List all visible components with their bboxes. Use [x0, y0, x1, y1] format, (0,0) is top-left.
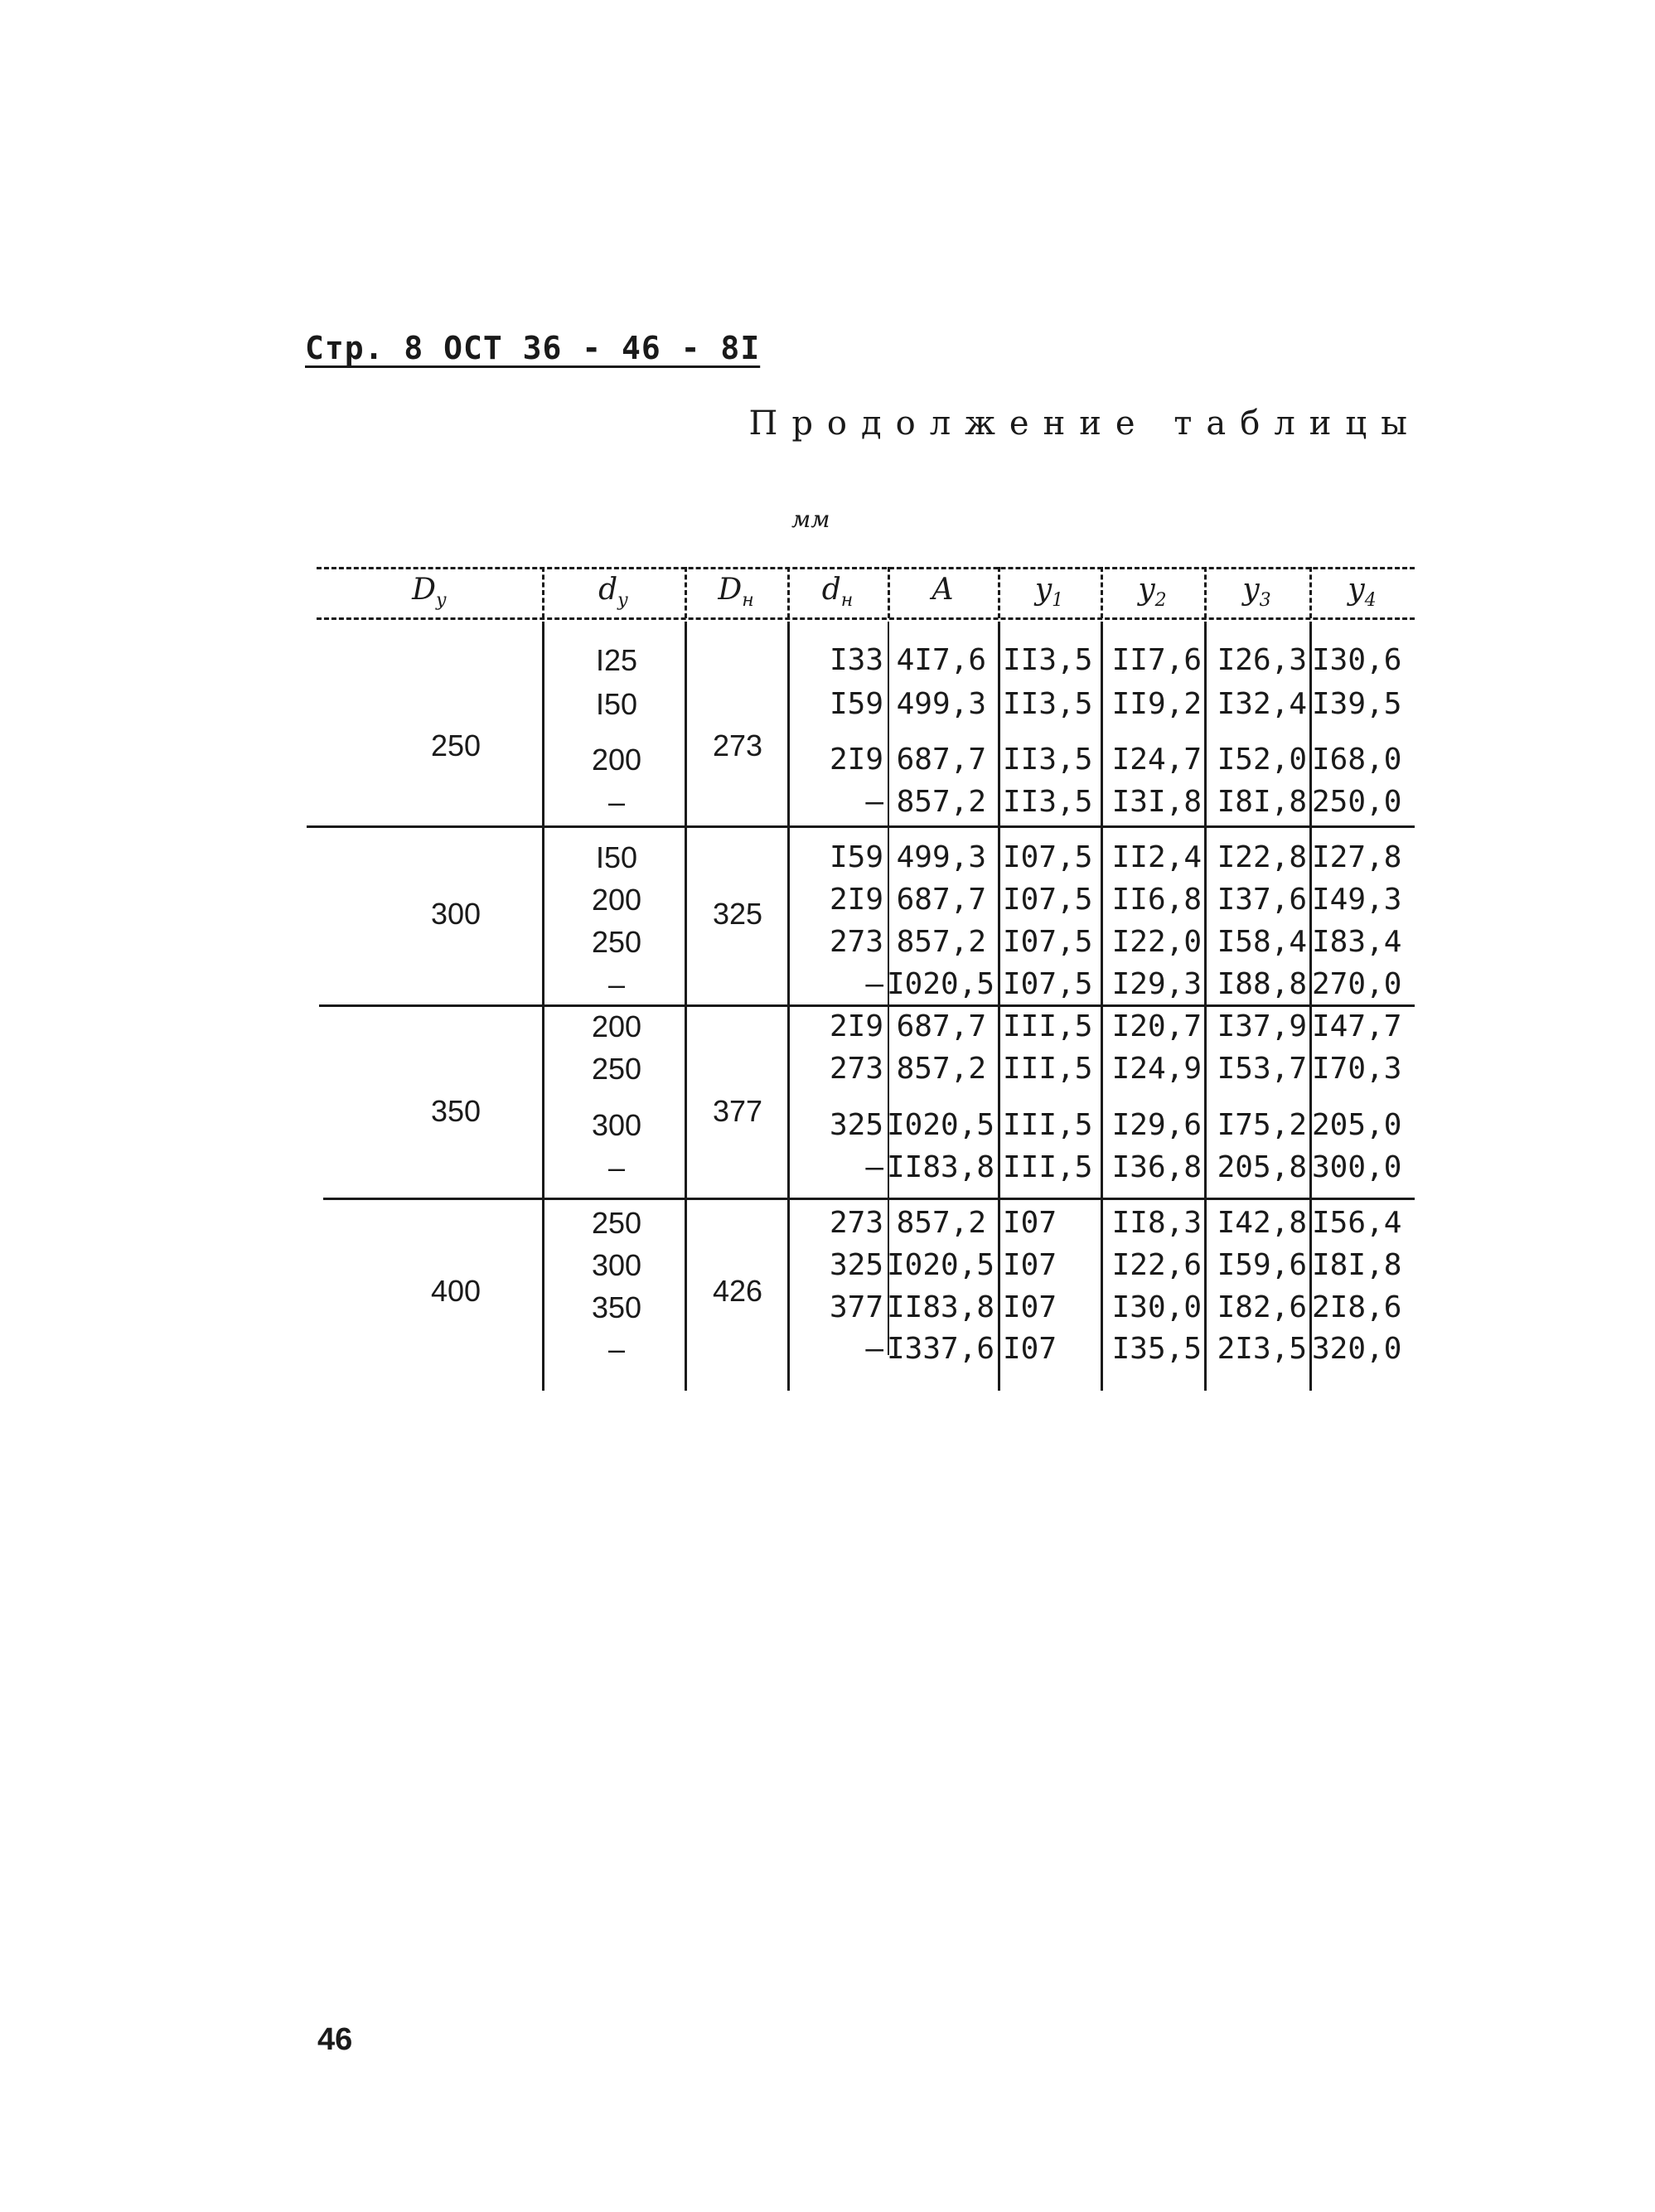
y1-cell: I07: [1003, 1206, 1057, 1240]
y4-cell: I83,4: [1312, 925, 1402, 959]
page-number: 46: [317, 2022, 353, 2057]
dy-cell: 200: [591, 883, 642, 917]
dh-cell: 2I9: [829, 883, 883, 917]
du-value: 350: [430, 1094, 481, 1128]
y3-cell: I82,6: [1217, 1290, 1307, 1324]
dy-cell: –: [607, 967, 626, 1001]
column-header-y4: $y_4$: [1348, 573, 1377, 612]
y1-cell: III,5: [1003, 1009, 1093, 1043]
du-value: 250: [430, 728, 481, 762]
y4-cell: I30,6: [1312, 643, 1402, 677]
dy-cell: 300: [591, 1108, 642, 1142]
y3-cell: I42,8: [1217, 1206, 1307, 1240]
du-value: 400: [430, 1274, 481, 1308]
a-cell: I020,5: [887, 1248, 995, 1282]
y3-cell: I75,2: [1217, 1108, 1307, 1142]
column-header-dn: $D_н$: [718, 573, 754, 612]
y1-cell: I07: [1003, 1332, 1057, 1366]
group-separator: [307, 825, 1415, 828]
y3-cell: I32,4: [1217, 687, 1307, 721]
y3-cell: I37,6: [1217, 883, 1307, 917]
y2-cell: I36,8: [1111, 1150, 1202, 1184]
dh-cell: 325: [829, 1248, 883, 1282]
dy-cell: I25: [595, 643, 638, 677]
y2-cell: I35,5: [1111, 1332, 1202, 1366]
dh-cell: –: [865, 785, 883, 819]
y3-cell: I22,8: [1217, 840, 1307, 874]
y1-cell: III,5: [1003, 1052, 1093, 1086]
a-cell: II83,8: [887, 1290, 995, 1324]
y4-cell: I68,0: [1312, 743, 1402, 777]
dh-cell: –: [865, 967, 883, 1001]
dy-cell: 350: [591, 1290, 642, 1324]
a-cell: 687,7: [896, 883, 986, 917]
dy-cell: –: [607, 1332, 626, 1366]
dn-value: 377: [712, 1094, 763, 1128]
column-header-y3: $y_3$: [1242, 573, 1271, 612]
dn-value: 426: [712, 1274, 763, 1308]
y1-cell: II3,5: [1003, 687, 1093, 721]
header-top-rule: [317, 567, 1415, 569]
y2-cell: II6,8: [1111, 883, 1202, 917]
y3-cell: 2I3,5: [1217, 1332, 1307, 1366]
dy-cell: 250: [591, 1206, 642, 1240]
a-cell: I020,5: [887, 1108, 995, 1142]
column-header-a: A: [932, 573, 954, 607]
y1-cell: III,5: [1003, 1150, 1093, 1184]
y2-cell: I29,3: [1111, 967, 1202, 1001]
y2-cell: II8,3: [1111, 1206, 1202, 1240]
y2-cell: II9,2: [1111, 687, 1202, 721]
y4-cell: 320,0: [1312, 1332, 1402, 1366]
dh-cell: 377: [829, 1290, 883, 1324]
y2-cell: II2,4: [1111, 840, 1202, 874]
y1-cell: I07,5: [1003, 967, 1093, 1001]
dh-cell: I59: [829, 840, 883, 874]
a-cell: I020,5: [887, 967, 995, 1001]
dn-value: 325: [712, 897, 763, 931]
dh-cell: I33: [829, 643, 883, 677]
dh-cell: 273: [829, 1206, 883, 1240]
y2-cell: I22,6: [1111, 1248, 1202, 1282]
y1-cell: I07,5: [1003, 925, 1093, 959]
column-header-y1: $y_1$: [1034, 573, 1064, 612]
dy-cell: 250: [591, 1052, 642, 1086]
y4-cell: 270,0: [1312, 967, 1402, 1001]
a-cell: 687,7: [896, 743, 986, 777]
y2-cell: I24,9: [1111, 1052, 1202, 1086]
column-header-du: $D_у$: [412, 573, 447, 612]
a-cell: 687,7: [896, 1009, 986, 1043]
y1-cell: II3,5: [1003, 785, 1093, 819]
y4-cell: I39,5: [1312, 687, 1402, 721]
y4-cell: I56,4: [1312, 1206, 1402, 1240]
y4-cell: I47,7: [1312, 1009, 1402, 1043]
a-cell: 857,2: [896, 925, 986, 959]
y4-cell: 2I8,6: [1312, 1290, 1402, 1324]
dh-cell: 2I9: [829, 1009, 883, 1043]
y2-cell: I20,7: [1111, 1009, 1202, 1043]
y3-cell: I37,9: [1217, 1009, 1307, 1043]
column-header-y2: $y_2$: [1138, 573, 1167, 612]
y4-cell: I27,8: [1312, 840, 1402, 874]
unit-label: мм: [791, 506, 830, 533]
y1-cell: I07: [1003, 1290, 1057, 1324]
dh-cell: –: [865, 1332, 883, 1366]
dy-cell: 200: [591, 743, 642, 777]
a-cell: 4I7,6: [896, 643, 986, 677]
y2-cell: I29,6: [1111, 1108, 1202, 1142]
y3-cell: I59,6: [1217, 1248, 1307, 1282]
group-separator: [323, 1198, 1415, 1200]
y2-cell: I22,0: [1111, 925, 1202, 959]
table-continuation-title: Продолжение таблицы: [748, 404, 1421, 443]
y3-cell: 205,8: [1217, 1150, 1307, 1184]
y3-cell: I26,3: [1217, 643, 1307, 677]
y1-cell: I07: [1003, 1248, 1057, 1282]
a-cell: 857,2: [896, 1206, 986, 1240]
y2-cell: I30,0: [1111, 1290, 1202, 1324]
y3-cell: I58,4: [1217, 925, 1307, 959]
y3-cell: I8I,8: [1217, 785, 1307, 819]
dn-value: 273: [712, 728, 763, 762]
y4-cell: I8I,8: [1312, 1248, 1402, 1282]
y1-cell: II3,5: [1003, 643, 1093, 677]
y1-cell: I07,5: [1003, 883, 1093, 917]
y3-cell: I88,8: [1217, 967, 1307, 1001]
y1-cell: II3,5: [1003, 743, 1093, 777]
dh-cell: 325: [829, 1108, 883, 1142]
y1-cell: I07,5: [1003, 840, 1093, 874]
dy-cell: I50: [595, 687, 638, 721]
column-header-dh: $d_н$: [821, 573, 854, 612]
dh-cell: –: [865, 1150, 883, 1184]
y4-cell: 250,0: [1312, 785, 1402, 819]
y4-cell: 205,0: [1312, 1108, 1402, 1142]
dy-cell: 300: [591, 1248, 642, 1282]
a-cell: I337,6: [887, 1332, 995, 1366]
y2-cell: I24,7: [1111, 743, 1202, 777]
header-bottom-rule: [317, 617, 1415, 620]
a-cell: 499,3: [896, 840, 986, 874]
dh-cell: I59: [829, 687, 883, 721]
dy-cell: –: [607, 785, 626, 819]
y4-cell: I70,3: [1312, 1052, 1402, 1086]
y1-cell: III,5: [1003, 1108, 1093, 1142]
dy-cell: 200: [591, 1009, 642, 1043]
a-cell: 857,2: [896, 785, 986, 819]
y3-cell: I52,0: [1217, 743, 1307, 777]
du-value: 300: [430, 897, 481, 931]
a-cell: 857,2: [896, 1052, 986, 1086]
a-cell: 499,3: [896, 687, 986, 721]
y2-cell: II7,6: [1111, 643, 1202, 677]
dh-cell: 273: [829, 1052, 883, 1086]
column-header-dy: $d_у$: [598, 573, 628, 612]
dy-cell: 250: [591, 925, 642, 959]
dh-cell: 273: [829, 925, 883, 959]
y2-cell: I3I,8: [1111, 785, 1202, 819]
document-reference: Стр. 8 ОСТ 36 - 46 - 8I: [305, 330, 761, 366]
dh-cell: 2I9: [829, 743, 883, 777]
y4-cell: I49,3: [1312, 883, 1402, 917]
y4-cell: 300,0: [1312, 1150, 1402, 1184]
dy-cell: I50: [595, 840, 638, 874]
dy-cell: –: [607, 1150, 626, 1184]
a-cell: II83,8: [887, 1150, 995, 1184]
y3-cell: I53,7: [1217, 1052, 1307, 1086]
